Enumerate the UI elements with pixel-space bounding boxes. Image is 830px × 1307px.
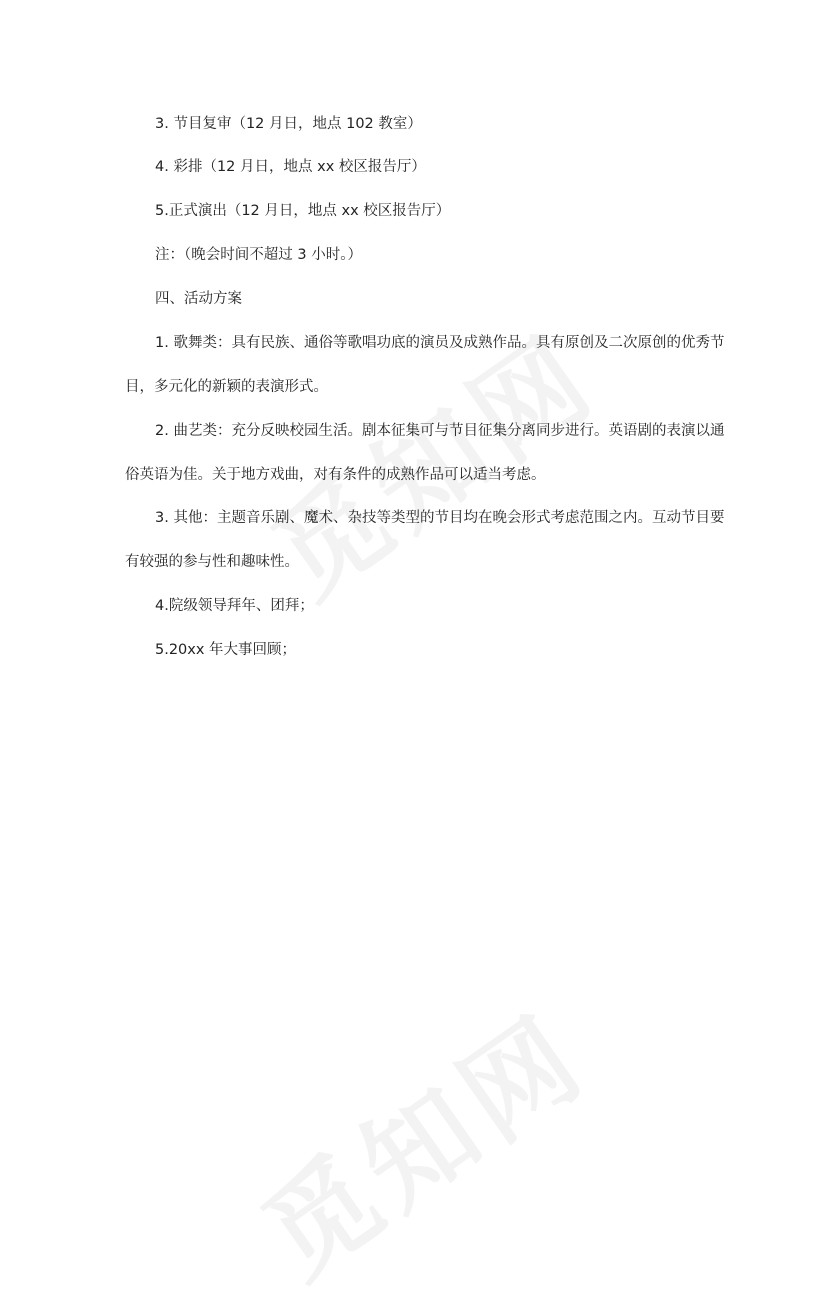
list-item-greetings: 4.院级领导拜年、团拜； [155, 598, 314, 614]
schedule-item-rehearsal: 4. 彩排（12 月日，地点 xx 校区报告厅） [155, 159, 426, 175]
paragraph-folk-art: 2. 曲艺类：充分反映校园生活。剧本征集可与节目征集分离同步进行。英语剧的表演以通 [155, 423, 725, 439]
section-heading: 四、活动方案 [155, 291, 242, 307]
watermark [227, 971, 613, 1307]
paragraph-song-dance: 1. 歌舞类：具有民族、通俗等歌唱功底的演员及成熟作品。具有原创及二次原创的优秀节 [155, 335, 725, 351]
paragraph-folk-art-cont: 俗英语为佳。关于地方戏曲，对有条件的成熟作品可以适当考虑。 [125, 467, 546, 483]
schedule-note: 注：（晚会时间不超过 3 小时。） [155, 247, 362, 263]
schedule-item-performance: 5.正式演出（12 月日，地点 xx 校区报告厅） [155, 203, 451, 219]
paragraph-other: 3. 其他：主题音乐剧、魔术、杂技等类型的节目均在晚会形式考虑范围之内。互动节目要 [155, 510, 725, 526]
paragraph-other-cont: 有较强的参与性和趣味性。 [125, 554, 299, 570]
list-item-review: 5.20xx 年大事回顾； [155, 642, 297, 658]
paragraph-song-dance-cont: 目，多元化的新颖的表演形式。 [125, 379, 328, 395]
schedule-item-review: 3. 节目复审（12 月日，地点 102 教室） [155, 116, 422, 132]
